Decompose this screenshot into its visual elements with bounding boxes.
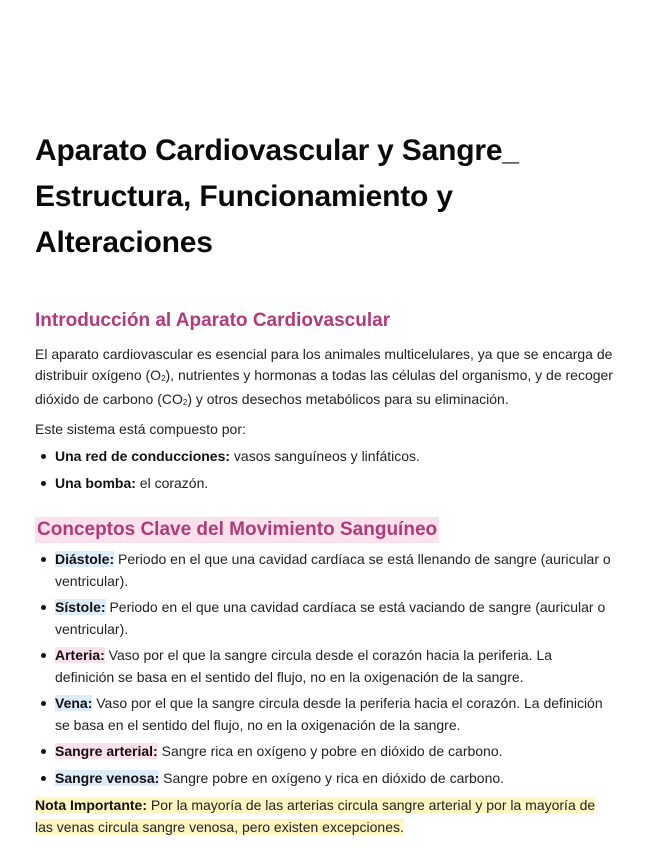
intro-text-b: ), nutrientes y hormonas a todas las células del organismo, y de recoger dióxido de carbono (CO xyxy=(35,367,613,407)
list-item xyxy=(55,446,615,468)
list-item xyxy=(55,473,615,495)
section-heading-conceptos: Conceptos Clave del Movimiento Sanguíneo xyxy=(35,517,439,543)
section-heading-introduccion: Introducción al Aparato Cardiovascular xyxy=(35,310,391,331)
note-text: Por la mayoría de las arterias circula sangre arterial y por la mayoría de las venas circula sangre venosa, pero existen excepciones. xyxy=(35,797,596,835)
list-item xyxy=(55,645,615,688)
term-sistole: Sístole: xyxy=(55,599,106,615)
definition: el corazón. xyxy=(135,474,209,491)
term-vena: Vena: xyxy=(55,695,93,711)
list-item xyxy=(55,741,615,763)
term: Una bomba: xyxy=(55,474,136,491)
definition: Periodo en el que una cavidad cardíaca se está llenando de sangre (auricular o ventricular). xyxy=(55,551,611,589)
definition: Sangre rica en oxígeno y pobre en dióxido de carbono. xyxy=(157,743,503,759)
term-diastole: Diástole: xyxy=(55,551,115,567)
definition: vasos sanguíneos y linfáticos. xyxy=(230,448,420,464)
intro-paragraph xyxy=(35,344,615,413)
intro-text-a: El aparato cardiovascular es esencial para los animales multicelulares, ya que se encarga de distribuir oxígeno (O xyxy=(35,346,613,383)
term: Una red de conducciones: xyxy=(55,448,231,464)
important-note xyxy=(35,794,615,838)
subscript-co2: 2 xyxy=(182,398,188,407)
system-intro: Este sistema está compuesto por: xyxy=(35,421,246,437)
document-page xyxy=(35,128,615,838)
definition: Vaso por el que la sangre circula desde la periferia hacia el corazón. La definición se basa en el sentido del flujo, no en la oxigenación de la sangre. xyxy=(55,695,603,733)
list-item xyxy=(55,693,615,736)
intro-text-c: ) y otros desechos metabólicos para su eliminación. xyxy=(187,391,509,407)
term-arteria: Arteria: xyxy=(55,647,105,663)
definition: Periodo en el que una cavidad cardíaca se está vaciando de sangre (auricular o ventricular). xyxy=(55,599,606,637)
list-item xyxy=(55,768,615,790)
concepts-list xyxy=(35,549,615,789)
term-sangre-arterial: Sangre arterial: xyxy=(55,743,158,759)
note-label: Nota Importante: xyxy=(35,797,147,813)
definition: Sangre pobre en oxígeno y rica en dióxido de carbono. xyxy=(159,769,505,786)
list-item xyxy=(55,597,615,640)
list-item xyxy=(55,549,615,592)
page-title: Aparato Cardiovascular y Sangre_ Estructura, Funcionamiento y Alteraciones xyxy=(35,134,519,259)
components-list xyxy=(35,446,615,494)
term-sangre-venosa: Sangre venosa: xyxy=(55,769,160,786)
definition: Vaso por el que la sangre circula desde el corazón hacia la periferia. La definición se basa en el sentido del flujo, no en la oxigenación de la sangre. xyxy=(55,647,553,685)
subscript-o2: 2 xyxy=(161,374,166,383)
